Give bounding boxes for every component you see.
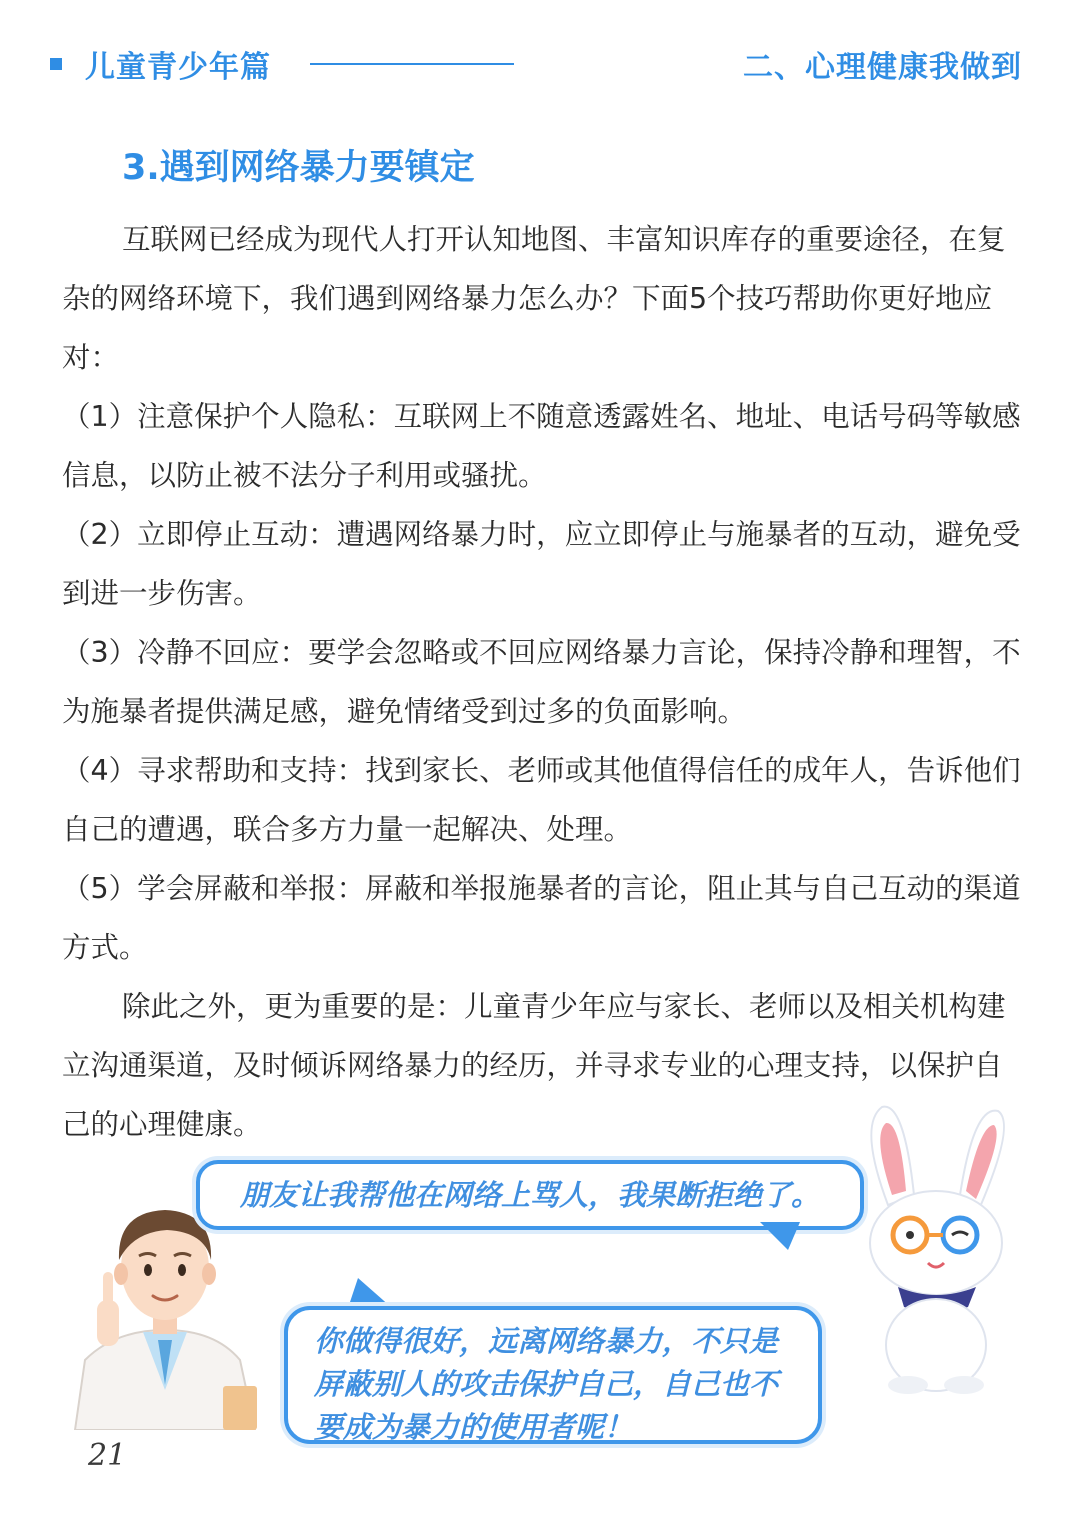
header-rule [310, 63, 514, 65]
body-text [62, 210, 1022, 1154]
speech-bubble-child: 朋友让我帮他在网络上骂人，我果断拒绝了。 [196, 1160, 864, 1230]
speech-bubble-child-tail [760, 1222, 800, 1250]
speech-line: 要成为暴力的使用者呢！ [314, 1410, 634, 1444]
list-item: （5）学会屏蔽和举报：屏蔽和举报施暴者的言论，阻止其与自己互动的渠道方式。 [62, 872, 1021, 964]
header-bullet-icon [50, 58, 62, 70]
speech-bubble-doctor [284, 1306, 822, 1444]
section-title: 3.遇到网络暴力要镇定 [122, 148, 475, 188]
list-item: （1）注意保护个人隐私：互联网上不随意透露姓名、地址、电话号码等敏感信息，以防止被不法分子利用或骚扰。 [62, 400, 1021, 492]
page-header [0, 0, 1080, 120]
list-item: （2）立即停止互动：遭遇网络暴力时，应立即停止与施暴者的互动，避免受到进一步伤害。 [62, 518, 1021, 610]
speech-bubble-doctor-tail [348, 1278, 392, 1308]
header-left-title: 儿童青少年篇 [85, 50, 271, 85]
rabbit-mascot-illustration [848, 1095, 1028, 1395]
list-item: （3）冷静不回应：要学会忽略或不回应网络暴力言论，保持冷静和理智，不为施暴者提供满足感，避免情绪受到过多的负面影响。 [62, 636, 1021, 728]
intro-paragraph: 互联网已经成为现代人打开认知地图、丰富知识库存的重要途径，在复杂的网络环境下，我们遇到网络暴力怎么办？下面5个技巧帮助你更好地应对： [62, 223, 1006, 374]
header-right-title: 二、心理健康我做到 [743, 50, 1022, 85]
speech-line: 你做得很好，远离网络暴力，不只是 [314, 1324, 779, 1358]
conclusion-paragraph: 除此之外，更为重要的是：儿童青少年应与家长、老师以及相关机构建立沟通渠道，及时倾诉网络暴力的经历，并寻求专业的心理支持，以保护自己的心理健康。 [62, 990, 1006, 1141]
page-number: 21 [88, 1438, 127, 1473]
list-item: （4）寻求帮助和支持：找到家长、老师或其他值得信任的成年人，告诉他们自己的遭遇，联合多方力量一起解决、处理。 [62, 754, 1021, 846]
speech-line: 屏蔽别人的攻击保护自己，自己也不 [314, 1367, 779, 1401]
